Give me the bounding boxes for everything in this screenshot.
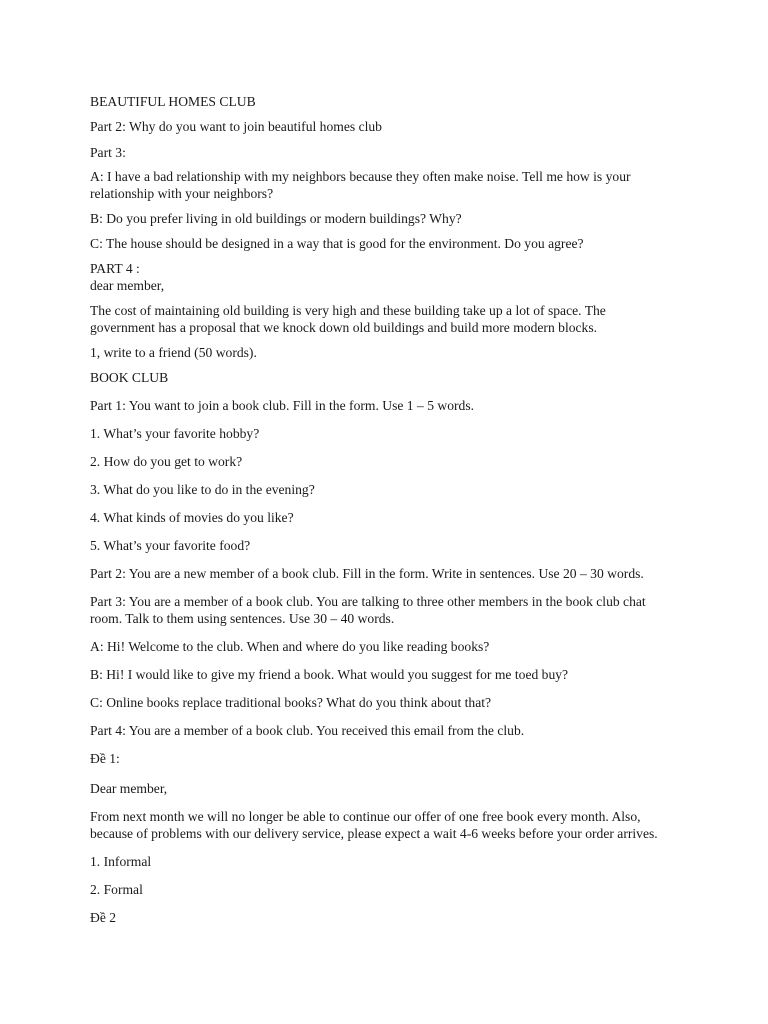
homes-part2-question: Part 2: Why do you want to join beautiful homes club	[90, 119, 382, 134]
book-de-2-label: Đề 2	[90, 910, 117, 925]
book-email-body-cont: because of problems with our delivery service, please expect a wait 4-6 weeks before your order arrives.	[90, 826, 658, 841]
homes-email-body: The cost of maintaining old building is very high and these building take up a lot of space. The	[90, 303, 606, 318]
book-part3-question-b: B: Hi! I would like to give my friend a book. What would you suggest for me toed buy?	[90, 667, 569, 682]
homes-task-1: 1, write to a friend (50 words).	[90, 345, 257, 360]
homes-part3-question-a-cont: relationship with your neighbors?	[90, 186, 274, 201]
book-task-informal: 1. Informal	[90, 854, 152, 869]
book-part2-instructions: Part 2: You are a new member of a book club. Fill in the form. Write in sentences. Use 20 – 30 words.	[90, 566, 644, 581]
book-part1-instructions: Part 1: You want to join a book club. Fill in the form. Use 1 – 5 words.	[90, 398, 475, 413]
homes-email-body-cont: government has a proposal that we knock down old buildings and build more modern blocks.	[90, 320, 598, 335]
book-part3-question-a: A: Hi! Welcome to the club. When and where do you like reading books?	[90, 639, 490, 654]
book-part3-instructions-cont: room. Talk to them using sentences. Use 30 – 40 words.	[90, 611, 395, 626]
heading-beautiful-homes-club: BEAUTIFUL HOMES CLUB	[90, 94, 256, 109]
book-part1-question-3: 3. What do you like to do in the evening?	[90, 482, 315, 497]
book-email-body: From next month we will no longer be able to continue our offer of one free book every month. Also,	[90, 809, 641, 824]
book-de-1-label: Đề 1:	[90, 751, 120, 766]
homes-part3-label: Part 3:	[90, 145, 126, 160]
book-part1-question-1: 1. What’s your favorite hobby?	[90, 426, 260, 441]
homes-email-salutation: dear member,	[90, 278, 165, 293]
homes-part3-question-a: A: I have a bad relationship with my neighbors because they often make noise. Tell me how is your	[90, 169, 631, 184]
book-part4-instructions: Part 4: You are a member of a book club. You received this email from the club.	[90, 723, 525, 738]
book-email-salutation: Dear member,	[90, 781, 168, 796]
homes-part3-question-c: C: The house should be designed in a way that is good for the environment. Do you agree?	[90, 236, 584, 251]
book-part1-question-5: 5. What’s your favorite food?	[90, 538, 251, 553]
book-task-formal: 2. Formal	[90, 882, 143, 897]
heading-book-club: BOOK CLUB	[90, 370, 169, 385]
book-part1-question-4: 4. What kinds of movies do you like?	[90, 510, 294, 525]
homes-part4-label: PART 4 :	[90, 261, 140, 276]
homes-part3-question-b: B: Do you prefer living in old buildings or modern buildings? Why?	[90, 211, 462, 226]
book-part3-question-c: C: Online books replace traditional books? What do you think about that?	[90, 695, 492, 710]
book-part3-instructions: Part 3: You are a member of a book club. You are talking to three other members in the book club chat	[90, 594, 646, 609]
book-part1-question-2: 2. How do you get to work?	[90, 454, 243, 469]
